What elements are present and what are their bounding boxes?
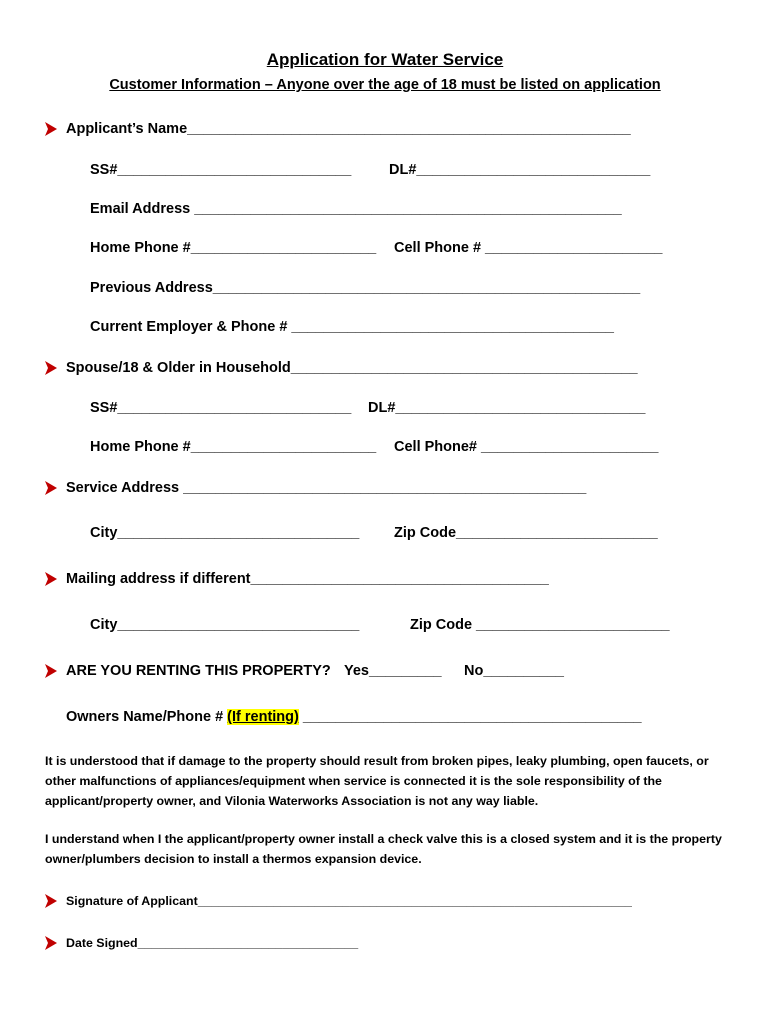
- arrow-bullet-icon: [44, 120, 58, 138]
- applicant-dl-field[interactable]: DL#_____________________________: [389, 162, 651, 178]
- renting-yes-field[interactable]: Yes_________: [344, 663, 442, 679]
- page-subtitle: Customer Information – Anyone over the age of 18 must be listed on application: [109, 77, 661, 93]
- mailing-zip-field[interactable]: Zip Code ________________________: [410, 617, 670, 633]
- arrow-bullet-icon: [44, 479, 58, 497]
- applicant-ss-field[interactable]: SS#_____________________________: [90, 162, 352, 178]
- service-zip-field[interactable]: Zip Code_________________________: [394, 525, 658, 541]
- page-title: Application for Water Service: [266, 50, 504, 69]
- applicant-cell-phone-field[interactable]: Cell Phone # ______________________: [394, 240, 663, 256]
- check-valve-paragraph: I understand when I the applicant/property owner install a check valve this is a closed system and it is the property owner/plumbers decision to install a thermos expansion device.: [45, 832, 722, 866]
- spouse-ss-field[interactable]: SS#_____________________________: [90, 400, 352, 416]
- mailing-address-field[interactable]: Mailing address if different_____________________________________: [66, 571, 549, 587]
- applicant-email-field[interactable]: Email Address _____________________________________________________: [90, 201, 622, 217]
- spouse-cell-phone-field[interactable]: Cell Phone# ______________________: [394, 439, 659, 455]
- applicant-name-field[interactable]: Applicant’s Name_______________________________________________________: [66, 121, 631, 137]
- service-city-field[interactable]: City______________________________: [90, 525, 360, 541]
- liability-paragraph: It is understood that if damage to the property should result from broken pipes, leaky plumbing, open faucets, or other malfunctions of appliances/equipment when service is connected it is the sole responsibility of the applicant/property owner, and Vilonia Waterworks Association is not any way liable.: [45, 754, 709, 808]
- arrow-bullet-icon: [44, 570, 58, 588]
- spouse-name-field[interactable]: Spouse/18 & Older in Household___________________________________________: [66, 360, 638, 376]
- spouse-home-phone-field[interactable]: Home Phone #_______________________: [90, 439, 377, 455]
- signature-field[interactable]: Signature of Applicant_______________________________________________________________: [66, 894, 632, 908]
- arrow-bullet-icon: [44, 662, 58, 680]
- owners-name-phone-field[interactable]: [66, 708, 642, 726]
- applicant-home-phone-field[interactable]: Home Phone #_______________________: [90, 240, 377, 256]
- renting-no-field[interactable]: No__________: [464, 663, 564, 679]
- applicant-previous-address-field[interactable]: Previous Address_____________________________________________________: [90, 280, 641, 296]
- if-renting-highlight: (If renting): [227, 709, 299, 725]
- mailing-city-field[interactable]: City______________________________: [90, 617, 360, 633]
- renting-question: ARE YOU RENTING THIS PROPERTY?: [66, 663, 331, 679]
- arrow-bullet-icon: [44, 359, 58, 377]
- arrow-bullet-icon: [44, 892, 58, 910]
- arrow-bullet-icon: [44, 934, 58, 952]
- owners-blank: __________________________________________: [298, 709, 642, 725]
- service-address-field[interactable]: Service Address __________________________________________________: [66, 480, 587, 496]
- spouse-dl-field[interactable]: DL#_______________________________: [368, 400, 646, 416]
- applicant-employer-field[interactable]: Current Employer & Phone # ________________________________________: [90, 319, 614, 335]
- date-signed-field[interactable]: Date Signed________________________________: [66, 936, 359, 950]
- owners-label: Owners Name/Phone #: [66, 709, 228, 725]
